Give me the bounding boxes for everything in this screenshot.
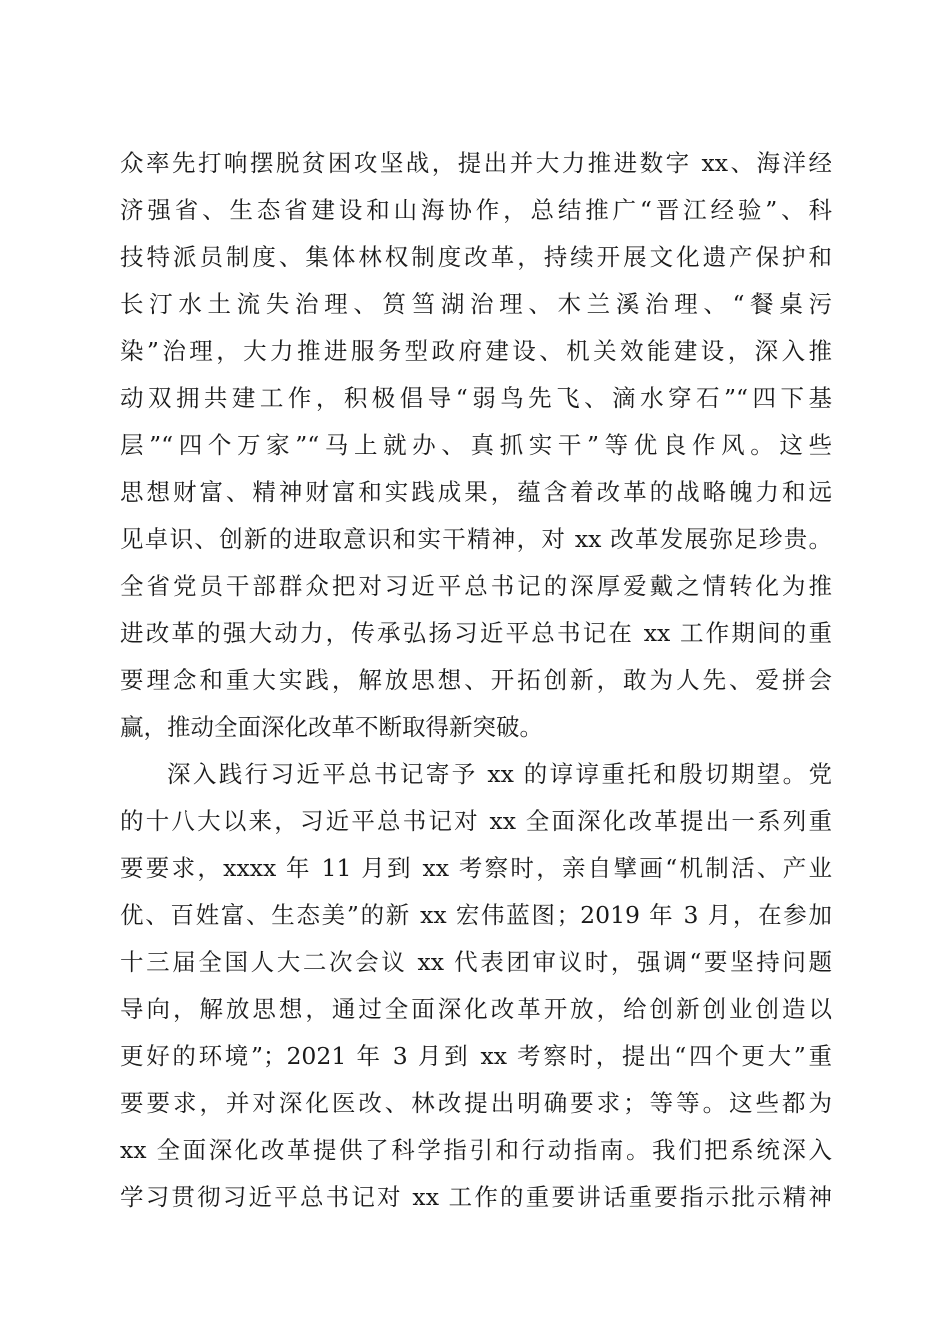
text-line: 动双拥共建工作，积极倡导“弱鸟先飞、滴水穿石”“四下基 xyxy=(120,384,832,412)
text-line: 学习贯彻习近平总书记对 xx 工作的重要讲话重要指示批示精神 xyxy=(120,1183,832,1211)
text-line: 的十八大以来，习近平总书记对 xx 全面深化改革提出一系列重 xyxy=(120,807,832,835)
text-line: 优、百姓富、生态美”的新 xx 宏伟蓝图；2019 年 3 月，在参加 xyxy=(120,901,832,929)
text-line: 全省党员干部群众把对习近平总书记的深厚爱戴之情转化为推 xyxy=(120,572,832,600)
text-line: 要要求，并对深化医改、林改提出明确要求；等等。这些都为 xyxy=(120,1089,832,1117)
paragraph-1 xyxy=(120,140,832,751)
text-line: 要要求，xxxx 年 11 月到 xx 考察时，亲自擘画“机制活、产业 xyxy=(120,854,832,882)
text-line: 长汀水土流失治理、筼筜湖治理、木兰溪治理、“餐桌污 xyxy=(120,290,832,318)
text-line: 进改革的强大动力，传承弘扬习近平总书记在 xx 工作期间的重 xyxy=(120,619,832,647)
text-line: 十三届全国人大二次会议 xx 代表团审议时，强调“要坚持问题 xyxy=(120,948,832,976)
text-line: 更好的环境”；2021 年 3 月到 xx 考察时，提出“四个更大”重 xyxy=(120,1042,832,1070)
paragraph-2 xyxy=(120,751,832,1221)
text-line: 深入践行习近平总书记寄予 xx 的谆谆重托和殷切期望。党 xyxy=(167,760,832,788)
text-line: 思想财富、精神财富和实践成果，蕴含着改革的战略魄力和远 xyxy=(120,478,832,506)
text-line: xx 全面深化改革提供了科学指引和行动指南。我们把系统深入 xyxy=(120,1136,832,1164)
text-line: 济强省、生态省建设和山海协作，总结推广“晋江经验”、科 xyxy=(120,196,832,224)
text-line: 层”“四个万家”“马上就办、真抓实干”等优良作风。这些 xyxy=(120,431,832,459)
text-line: 众率先打响摆脱贫困攻坚战，提出并大力推进数字 xx、海洋经 xyxy=(120,149,832,177)
text-line: 技特派员制度、集体林权制度改革，持续开展文化遗产保护和 xyxy=(120,243,832,271)
text-line: 要理念和重大实践，解放思想、开拓创新，敢为人先、爱拼会 xyxy=(120,666,832,694)
text-line: 赢，推动全面深化改革不断取得新突破。 xyxy=(120,713,543,741)
text-line: 见卓识、创新的进取意识和实干精神，对 xx 改革发展弥足珍贵。 xyxy=(120,525,832,553)
text-line: 染”治理，大力推进服务型政府建设、机关效能建设，深入推 xyxy=(120,337,832,365)
body-text xyxy=(120,140,832,1221)
text-line: 导向，解放思想，通过全面深化改革开放，给创新创业创造以 xyxy=(120,995,832,1023)
